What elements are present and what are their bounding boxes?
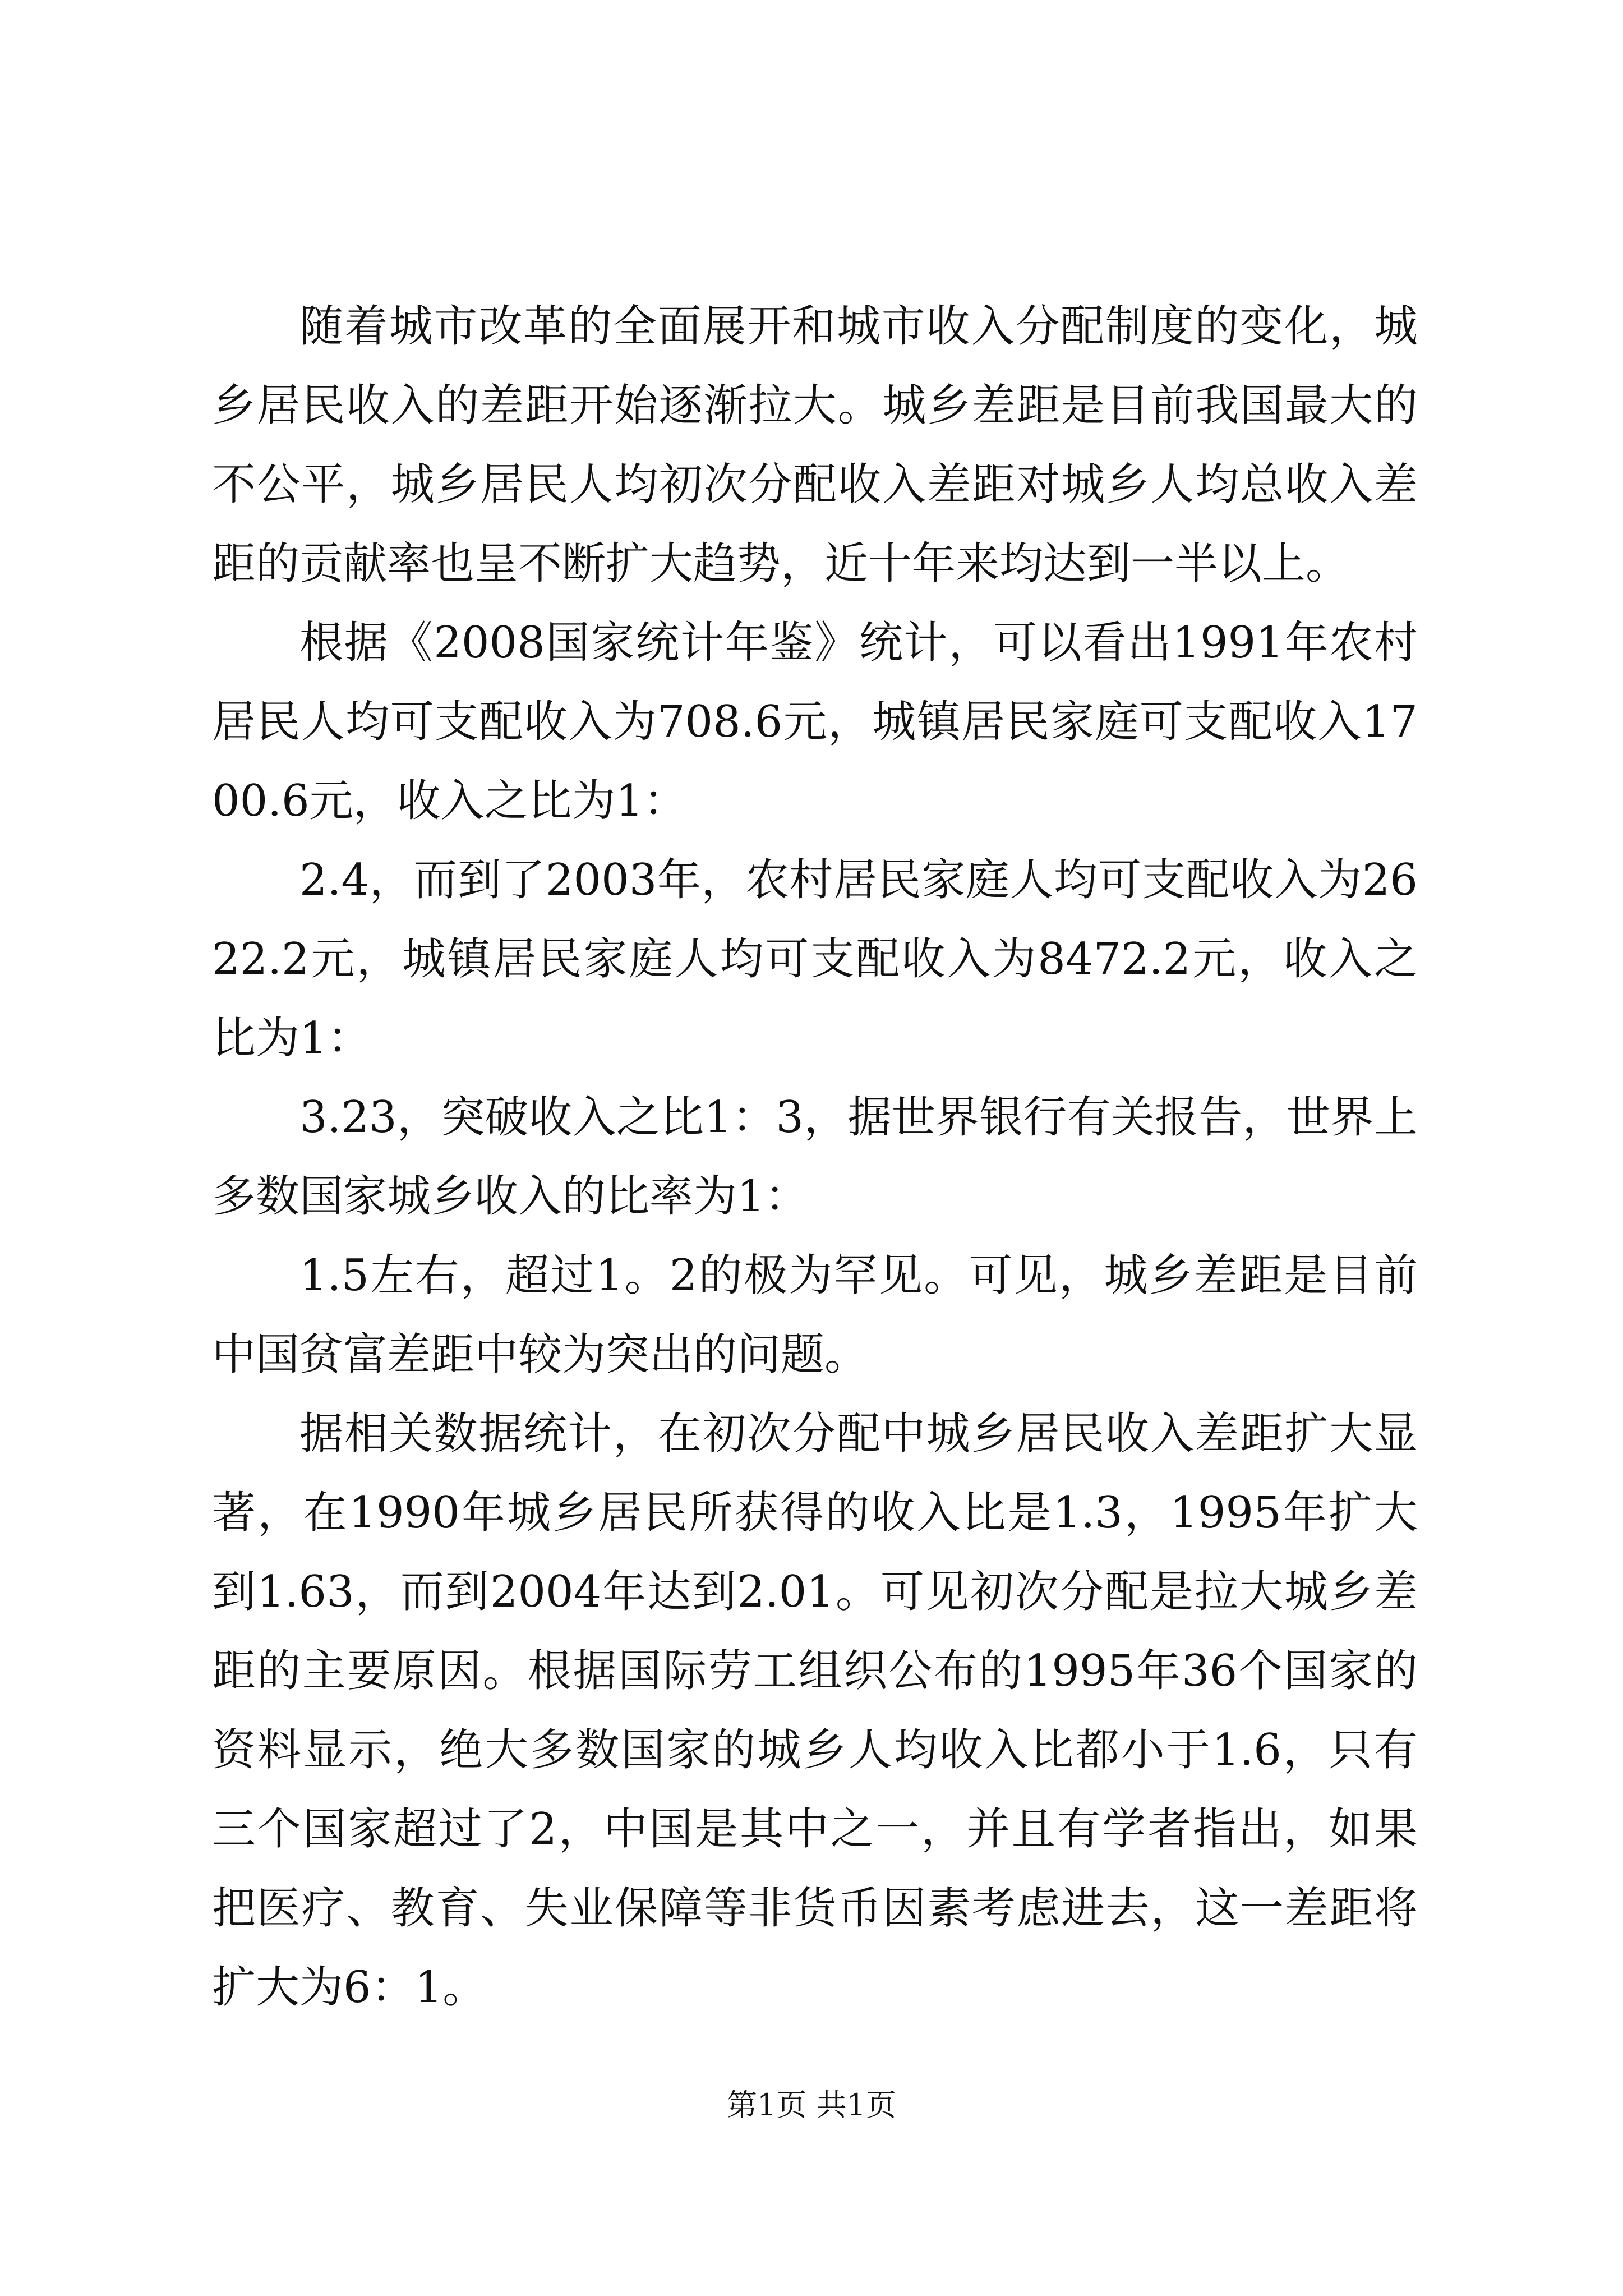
paragraph: 3.23，突破收入之比1：3，据世界银行有关报告，世界上多数国家城乡收入的比率为1： [212, 1092, 1418, 1222]
paragraph: 1.5左右，超过1。2的极为罕见。可见，城乡差距是目前中国贫富差距中较为突出的问题。 [212, 1250, 1418, 1380]
page-number: 第1页 共1页 [727, 2087, 896, 2123]
document-body [212, 287, 1418, 2027]
paragraph: 随着城市改革的全面展开和城市收入分配制度的变化，城乡居民收入的差距开始逐渐拉大。城乡差距是目前我国最大的不公平，城乡居民人均初次分配收入差距对城乡人均总收入差距的贡献率也呈不断扩大趋势，近十年来均达到一半以上。 [212, 301, 1418, 589]
paragraph: 据相关数据统计，在初次分配中城乡居民收入差距扩大显著，在1990年城乡居民所获得的收入比是1.3，1995年扩大到1.63，而到2004年达到2.01。可见初次分配是拉大城乡差距的主要原因。根据国际劳工组织公布的1995年36个国家的资料显示，绝大多数国家的城乡人均收入比都小于1.6，只有三个国家超过了2，中国是其中之一，并且有学者指出，如果把医疗、教育、失业保障等非货币因素考虑进去，这一差距将扩大为6：1。 [212, 1409, 1418, 2013]
paragraph: 根据《2008国家统计年鉴》统计，可以看出1991年农村居民人均可支配收入为708.6元，城镇居民家庭可支配收入1700.6元，收入之比为1： [212, 618, 1418, 826]
page-footer [0, 2086, 1623, 2125]
paragraph: 2.4，而到了2003年，农村居民家庭人均可支配收入为2622.2元，城镇居民家庭人均可支配收入为8472.2元，收入之比为1： [212, 855, 1418, 1064]
